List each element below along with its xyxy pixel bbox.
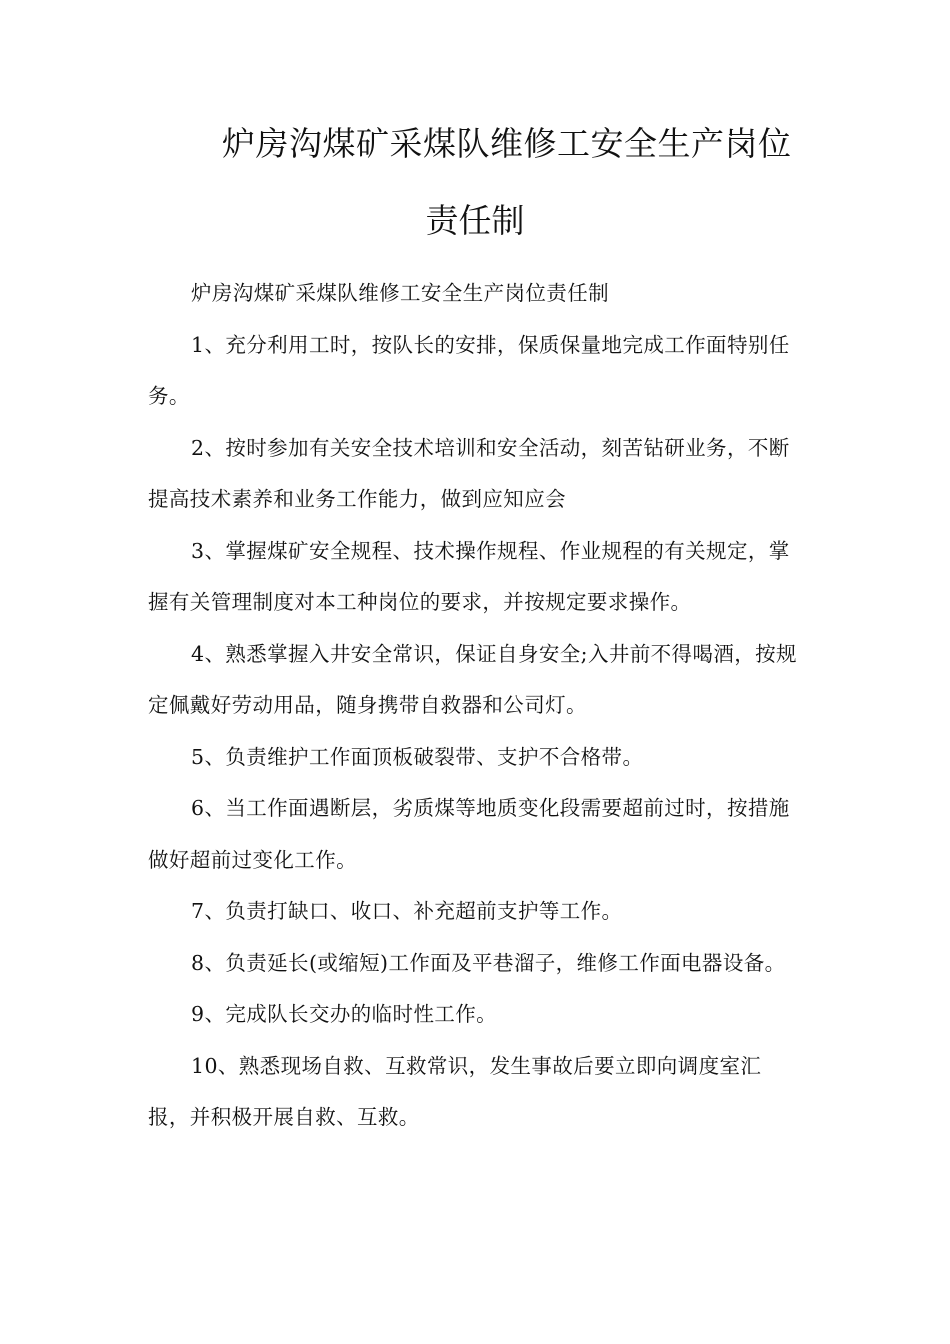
body-paragraph-item-3: 3、掌握煤矿安全规程、技术操作规程、作业规程的有关规定，掌握有关管理制度对本工种岗位的要求，并按规定要求操作。 (148, 538, 790, 614)
body-paragraph-item-6: 6、当工作面遇断层，劣质煤等地质变化段需要超前过时，按措施做好超前过变化工作。 (148, 796, 790, 872)
body-paragraph-heading: 炉房沟煤矿采煤队维修工安全生产岗位责任制 (191, 281, 609, 305)
document-title-line-1: 炉房沟煤矿采煤队维修工安全生产岗位 (222, 124, 792, 163)
body-paragraph-item-1: 1、充分利用工时，按队长的安排，保质保量地完成工作面特别任务。 (148, 332, 790, 408)
document-title-line-2: 责任制 (425, 201, 525, 240)
body-paragraph-item-8: 8、负责延长(或缩短)工作面及平巷溜子，维修工作面电器设备。 (191, 950, 786, 975)
body-paragraph-item-9: 9、完成队长交办的临时性工作。 (191, 1002, 498, 1026)
document-body (148, 268, 798, 1144)
body-paragraph-item-7: 7、负责打缺口、收口、补充超前支护等工作。 (191, 899, 623, 923)
body-paragraph-item-10: 10、熟悉现场自救、互救常识，发生事故后要立即向调度室汇报，并积极开展自救、互救。 (148, 1053, 762, 1129)
body-paragraph-item-5: 5、负责维护工作面顶板破裂带、支护不合格带。 (191, 744, 644, 769)
body-paragraph-item-2: 2、按时参加有关安全技术培训和安全活动，刻苦钻研业务，不断提高技术素养和业务工作能力，做到应知应会 (148, 435, 790, 511)
body-paragraph-item-4: 4、熟悉掌握入井安全常识，保证自身安全;入井前不得喝酒，按规定佩戴好劳动用品，随身携带自救器和公司灯。 (148, 641, 797, 717)
